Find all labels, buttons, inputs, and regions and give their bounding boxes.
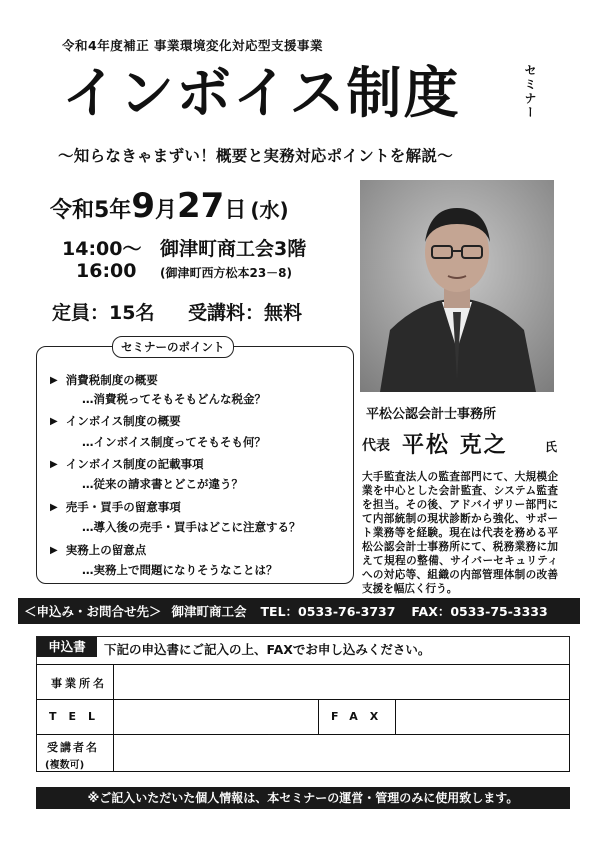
tel-label-cell (36, 699, 114, 735)
contact-tel[interactable]: TEL：0533-76-3737 (260, 604, 396, 619)
point-title: 売手・買手の留意事項 (65, 500, 181, 514)
contact-fax[interactable]: FAX：0533-75-3333 (411, 604, 548, 619)
fee: 受講料：無料 (188, 302, 303, 324)
point-item-3 (50, 456, 204, 472)
date-day-unit: 日 (224, 198, 247, 223)
office-label-cell (36, 664, 114, 700)
speaker-honorific: 氏 (545, 440, 558, 454)
point-title: 消費税制度の概要 (65, 373, 158, 387)
triangle-bullet-icon: ▶ (50, 374, 58, 386)
fax-label-cell (318, 699, 396, 735)
date-day: 27 (177, 186, 225, 226)
form-instruction: 下記の申込書にご記入の上、FAXでお申し込みください。 (104, 642, 431, 657)
tel-field[interactable] (113, 699, 319, 735)
office-name-label: 事業所名 (51, 677, 107, 690)
venue: 御津町商工会3階 (160, 238, 307, 260)
point-item-1 (50, 372, 158, 388)
time-start: 14:00～ (62, 238, 142, 260)
speaker-photo (360, 180, 554, 392)
contact-label: ＜申込み・お問合せ先＞ (24, 604, 162, 619)
triangle-bullet-icon: ▶ (50, 458, 58, 470)
attendee-field[interactable] (113, 734, 570, 772)
point-detail: …従来の請求書とどこが違う？ (82, 477, 243, 491)
fax-label: FAX (331, 710, 391, 723)
subtitle: ～知らなきゃまずい！概要と実務対応ポイントを解説～ (58, 147, 454, 165)
privacy-notice: ※ご記入いただいた個人情報は、本セミナーの運営・管理のみに使用致します。 (36, 787, 570, 809)
date-weekday: (水) (250, 198, 289, 222)
point-item-4 (50, 499, 181, 515)
triangle-bullet-icon: ▶ (50, 501, 58, 513)
triangle-bullet-icon: ▶ (50, 544, 58, 556)
office-name-field[interactable] (113, 664, 570, 700)
page-title: インボイス制度 (62, 61, 461, 125)
point-item-2 (50, 413, 181, 429)
triangle-bullet-icon: ▶ (50, 415, 58, 427)
points-heading: セミナーのポイント (112, 336, 234, 358)
time-end: 16:00 (76, 260, 137, 282)
venue-address: (御津町西方松本23－8) (160, 266, 293, 280)
capacity: 定員：15名 (52, 302, 155, 324)
form-badge: 申込書 (37, 637, 97, 657)
attendee-note: (複数可) (45, 760, 85, 771)
point-detail: …実務上で問題になりそうなことは？ (82, 563, 278, 577)
tel-label: TEL (49, 710, 108, 723)
attendee-label: 受講者名 (47, 741, 99, 754)
title-side-label: セミナー (523, 64, 537, 120)
event-date (50, 186, 289, 226)
fax-field[interactable] (395, 699, 570, 735)
speaker-role: 代表 (362, 438, 390, 454)
date-month: 9 (131, 186, 155, 226)
speaker-bio: 大手監査法人の監査部門にて、大規模企業を中心とした会計監査、システム監査を担当。その後、アドバイザリー部門にて内部統制の現状診断から強化、サポート業務等を経験。現在は代表を務める平松公認会計士事務所にて、税務業務に加えて規程の整備、サイバーセキュリティへの対応等、組織の内部管理体制の改善支援を幅広く行う。 (362, 471, 558, 595)
point-title: インボイス制度の概要 (65, 414, 181, 428)
speaker-portrait-icon (360, 180, 554, 392)
point-detail: …インボイス制度ってそもそも何？ (82, 435, 266, 449)
point-item-5 (50, 542, 146, 558)
program-name: 令和4年度補正 事業環境変化対応型支援事業 (62, 38, 324, 53)
point-detail: …消費税ってそもそもどんな税金？ (82, 392, 266, 406)
contact-org: 御津町商工会 (171, 604, 247, 619)
point-detail: …導入後の売手・買手はどこに注意する？ (82, 520, 301, 534)
speaker-name: 平松 克之 (402, 433, 508, 458)
point-title: 実務上の留意点 (65, 543, 147, 557)
point-title: インボイス制度の記載事項 (65, 457, 204, 471)
date-month-unit: 月 (154, 198, 177, 223)
speaker-office: 平松公認会計士事務所 (366, 407, 497, 422)
date-prefix: 令和5年 (50, 198, 132, 223)
contact-bar (18, 598, 580, 624)
attendee-label-cell (36, 734, 114, 772)
